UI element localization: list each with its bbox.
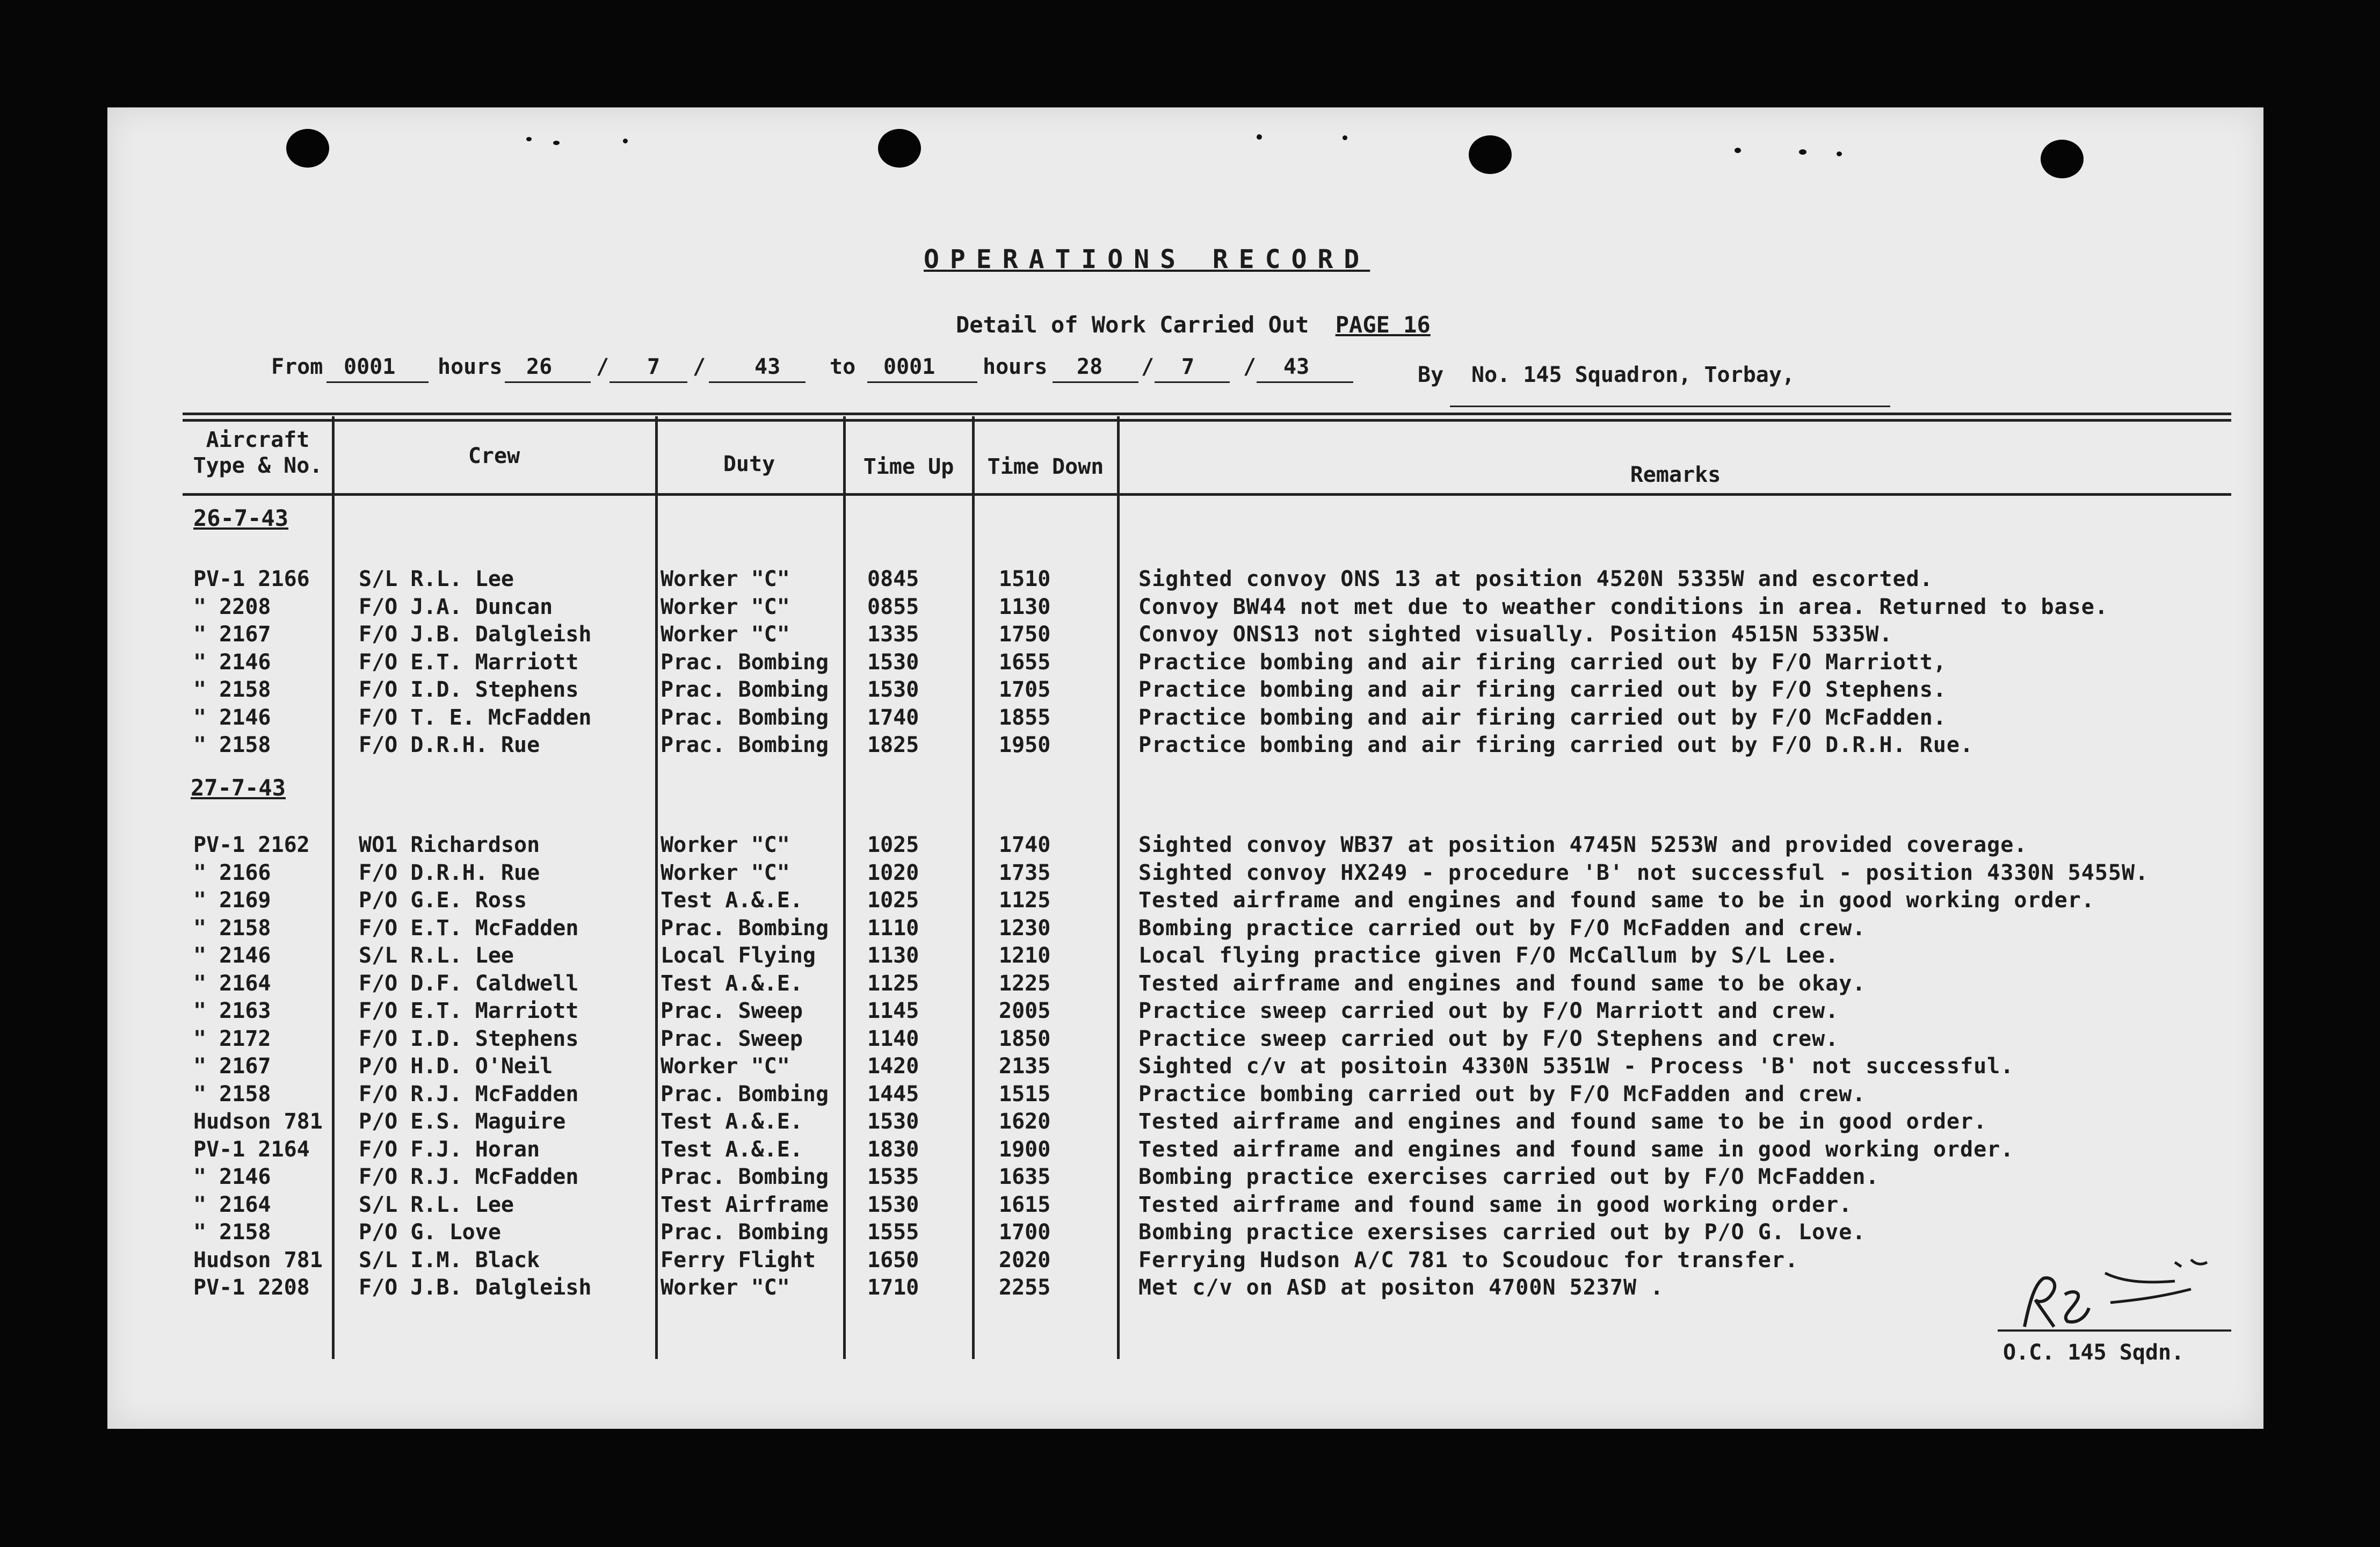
crew-cell: F/O I.D. Stephens bbox=[359, 1026, 579, 1051]
time-up-cell: 1335 bbox=[867, 622, 919, 647]
from-year-underline bbox=[709, 381, 806, 383]
aircraft-cell: " 2169 bbox=[193, 888, 271, 913]
remarks-cell: Practice bombing and air firing carried out by F/O Marriott, bbox=[1138, 649, 1947, 675]
remarks-cell: Convoy BW44 not met due to weather conditions in area. Returned to base. bbox=[1138, 594, 2108, 619]
subtitle-text: Detail of Work Carried Out bbox=[956, 312, 1309, 338]
slash: / bbox=[693, 355, 706, 379]
time-up-cell: 1650 bbox=[867, 1247, 919, 1273]
remarks-cell: Tested airframe and engines and found same in good working order. bbox=[1138, 1137, 2014, 1162]
aircraft-cell: " 2158 bbox=[193, 677, 271, 702]
time-down-cell: 1850 bbox=[999, 1026, 1051, 1051]
duty-cell: Test A.&.E. bbox=[661, 1109, 803, 1134]
crew-cell: P/O H.D. O'Neil bbox=[359, 1054, 553, 1079]
duty-cell: Worker "C" bbox=[661, 1275, 790, 1300]
speck bbox=[553, 141, 560, 145]
aircraft-cell: PV-1 2162 bbox=[193, 833, 310, 857]
time-up-cell: 1145 bbox=[867, 999, 919, 1023]
crew-cell: F/O D.R.H. Rue bbox=[359, 733, 540, 757]
to-year: 43 bbox=[1283, 355, 1310, 379]
document-page bbox=[107, 107, 2263, 1429]
aircraft-cell: " 2164 bbox=[193, 971, 271, 996]
duty-cell: Test A.&.E. bbox=[661, 1137, 803, 1162]
crew-cell: F/O E.T. McFadden bbox=[359, 915, 579, 941]
punch-hole bbox=[1469, 135, 1512, 174]
time-down-cell: 1855 bbox=[999, 705, 1051, 730]
time-up-cell: 1530 bbox=[867, 1109, 919, 1134]
crew-cell: F/O I.D. Stephens bbox=[359, 677, 579, 702]
time-up-cell: 1445 bbox=[867, 1081, 919, 1107]
time-up-cell: 1555 bbox=[867, 1220, 919, 1245]
to-month-underline bbox=[1155, 381, 1230, 383]
table-top-rule bbox=[183, 419, 2231, 422]
time-down-cell: 1620 bbox=[999, 1109, 1051, 1134]
aircraft-cell: " 2166 bbox=[193, 860, 271, 885]
remarks-cell: Practice sweep carried out by F/O Stephens and crew. bbox=[1138, 1026, 1839, 1051]
remarks-cell: Tested airframe and engines and found same to be in good working order. bbox=[1138, 888, 2095, 913]
aircraft-cell: " 2146 bbox=[193, 943, 271, 968]
crew-cell: F/O T. E. McFadden bbox=[359, 705, 592, 730]
duty-cell: Worker "C" bbox=[661, 860, 790, 885]
crew-cell: F/O D.F. Caldwell bbox=[359, 971, 579, 996]
speck bbox=[623, 139, 628, 143]
time-up-cell: 1530 bbox=[867, 677, 919, 702]
aircraft-cell: " 2172 bbox=[193, 1026, 271, 1051]
from-time: 0001 bbox=[344, 355, 396, 379]
document-subtitle bbox=[956, 312, 1431, 338]
column-divider bbox=[1117, 416, 1120, 1359]
signature-label: O.C. 145 Sqdn. bbox=[2003, 1340, 2185, 1365]
punch-hole bbox=[878, 129, 921, 168]
time-down-cell: 1705 bbox=[999, 677, 1051, 702]
crew-cell: S/L R.L. Lee bbox=[359, 567, 514, 591]
duty-cell: Prac. Bombing bbox=[661, 677, 829, 702]
speck bbox=[1343, 135, 1347, 140]
duty-cell: Prac. Bombing bbox=[661, 915, 829, 941]
time-down-cell: 1655 bbox=[999, 649, 1051, 675]
column-divider bbox=[972, 416, 975, 1359]
to-day: 28 bbox=[1077, 355, 1103, 379]
header-remarks: Remarks bbox=[1630, 462, 1721, 487]
aircraft-cell: Hudson 781 bbox=[193, 1109, 323, 1134]
time-up-cell: 1530 bbox=[867, 649, 919, 675]
time-down-cell: 1225 bbox=[999, 971, 1051, 996]
duty-cell: Worker "C" bbox=[661, 833, 790, 857]
unit-underline bbox=[1450, 406, 1890, 407]
duty-cell: Ferry Flight bbox=[661, 1247, 816, 1273]
crew-cell: F/O D.R.H. Rue bbox=[359, 860, 540, 885]
header-duty: Duty bbox=[723, 452, 775, 476]
header-crew: Crew bbox=[468, 444, 520, 468]
remarks-cell: Sighted c/v at positoin 4330N 5351W - Process 'B' not successful. bbox=[1138, 1054, 2014, 1079]
speck bbox=[1799, 149, 1806, 155]
to-time: 0001 bbox=[883, 355, 935, 379]
slash: / bbox=[596, 355, 609, 379]
time-up-cell: 0845 bbox=[867, 567, 919, 591]
crew-cell: F/O E.T. Marriott bbox=[359, 649, 579, 675]
section-date: 26-7-43 bbox=[193, 505, 289, 531]
hours-label: hours bbox=[983, 355, 1048, 379]
aircraft-cell: PV-1 2164 bbox=[193, 1137, 310, 1162]
remarks-cell: Practice bombing carried out by F/O McFadden and crew. bbox=[1138, 1081, 1866, 1107]
to-label: to bbox=[830, 355, 856, 379]
from-time-underline bbox=[326, 381, 429, 383]
aircraft-cell: " 2167 bbox=[193, 622, 271, 647]
time-down-cell: 1700 bbox=[999, 1220, 1051, 1245]
time-down-cell: 1210 bbox=[999, 943, 1051, 968]
aircraft-cell: " 2167 bbox=[193, 1054, 271, 1079]
to-day-underline bbox=[1053, 381, 1138, 383]
duty-cell: Prac. Sweep bbox=[661, 999, 803, 1023]
from-label: From bbox=[271, 355, 323, 379]
time-up-cell: 1535 bbox=[867, 1165, 919, 1189]
aircraft-cell: Hudson 781 bbox=[193, 1247, 323, 1273]
aircraft-cell: " 2158 bbox=[193, 733, 271, 757]
column-divider bbox=[843, 416, 846, 1359]
aircraft-cell: " 2158 bbox=[193, 1220, 271, 1245]
signature-rule bbox=[1998, 1329, 2231, 1332]
duty-cell: Prac. Bombing bbox=[661, 1165, 829, 1189]
remarks-cell: Practice bombing and air firing carried out by F/O Stephens. bbox=[1138, 677, 1947, 702]
unit-name: No. 145 Squadron, Torbay, bbox=[1471, 363, 1795, 387]
time-down-cell: 1515 bbox=[999, 1081, 1051, 1107]
time-up-cell: 1710 bbox=[867, 1275, 919, 1300]
crew-cell: WO1 Richardson bbox=[359, 833, 540, 857]
duty-cell: Worker "C" bbox=[661, 567, 790, 591]
remarks-cell: Sighted convoy WB37 at position 4745N 5253W and provided coverage. bbox=[1138, 833, 2028, 857]
remarks-cell: Convoy ONS13 not sighted visually. Position 4515N 5335W. bbox=[1138, 622, 1893, 647]
duty-cell: Prac. Bombing bbox=[661, 649, 829, 675]
crew-cell: P/O G. Love bbox=[359, 1220, 501, 1245]
time-up-cell: 1020 bbox=[867, 860, 919, 885]
aircraft-cell: " 2158 bbox=[193, 1081, 271, 1107]
table-top-rule bbox=[183, 413, 2231, 415]
speck bbox=[1257, 134, 1262, 140]
crew-cell: F/O F.J. Horan bbox=[359, 1137, 540, 1162]
from-year: 43 bbox=[754, 355, 781, 379]
time-up-cell: 1140 bbox=[867, 1026, 919, 1051]
remarks-cell: Practice bombing and air firing carried out by F/O McFadden. bbox=[1138, 705, 1947, 730]
time-up-cell: 1025 bbox=[867, 833, 919, 857]
remarks-cell: Bombing practice exercises carried out by F/O McFadden. bbox=[1138, 1165, 1880, 1189]
punch-hole bbox=[286, 129, 329, 168]
page-title: OPERATIONS RECORD bbox=[924, 244, 1370, 274]
duty-cell: Worker "C" bbox=[661, 594, 790, 619]
aircraft-cell: " 2146 bbox=[193, 1165, 271, 1189]
slash: / bbox=[1243, 355, 1257, 379]
time-up-cell: 1740 bbox=[867, 705, 919, 730]
crew-cell: F/O R.J. McFadden bbox=[359, 1165, 579, 1189]
header-aircraft: Aircraft Type & No. bbox=[193, 428, 323, 478]
time-up-cell: 1830 bbox=[867, 1137, 919, 1162]
time-down-cell: 2255 bbox=[999, 1275, 1051, 1300]
remarks-cell: Sighted convoy ONS 13 at position 4520N 5335W and escorted. bbox=[1138, 567, 1933, 591]
aircraft-cell: " 2164 bbox=[193, 1192, 271, 1217]
to-time-underline bbox=[867, 381, 977, 383]
time-down-cell: 1635 bbox=[999, 1165, 1051, 1189]
duty-cell: Test A.&.E. bbox=[661, 971, 803, 996]
time-up-cell: 1420 bbox=[867, 1054, 919, 1079]
crew-cell: S/L I.M. Black bbox=[359, 1247, 540, 1273]
to-year-underline bbox=[1257, 381, 1353, 383]
time-down-cell: 1950 bbox=[999, 733, 1051, 757]
column-divider bbox=[655, 416, 658, 1359]
from-day-underline bbox=[505, 381, 591, 383]
aircraft-cell: " 2163 bbox=[193, 999, 271, 1023]
time-down-cell: 1735 bbox=[999, 860, 1051, 885]
time-down-cell: 1740 bbox=[999, 833, 1051, 857]
time-down-cell: 2005 bbox=[999, 999, 1051, 1023]
time-up-cell: 1125 bbox=[867, 971, 919, 996]
aircraft-cell: PV-1 2208 bbox=[193, 1275, 310, 1300]
hours-label: hours bbox=[438, 355, 503, 379]
to-month: 7 bbox=[1181, 355, 1195, 379]
header-bottom-rule bbox=[183, 493, 2231, 496]
duty-cell: Prac. Bombing bbox=[661, 1220, 829, 1245]
crew-cell: P/O G.E. Ross bbox=[359, 888, 527, 913]
time-up-cell: 1825 bbox=[867, 733, 919, 757]
speck bbox=[526, 137, 532, 141]
remarks-cell: Practice bombing and air firing carried out by F/O D.R.H. Rue. bbox=[1138, 733, 1974, 757]
time-up-cell: 1025 bbox=[867, 888, 919, 913]
crew-cell: S/L R.L. Lee bbox=[359, 943, 514, 968]
remarks-cell: Bombing practice carried out by F/O McFadden and crew. bbox=[1138, 915, 1866, 941]
crew-cell: P/O E.S. Maguire bbox=[359, 1109, 566, 1134]
time-down-cell: 1900 bbox=[999, 1137, 1051, 1162]
remarks-cell: Tested airframe and engines and found same to be in good order. bbox=[1138, 1109, 1987, 1134]
remarks-cell: Practice sweep carried out by F/O Marriott and crew. bbox=[1138, 999, 1839, 1023]
remarks-cell: Bombing practice exersises carried out by P/O G. Love. bbox=[1138, 1220, 1866, 1245]
aircraft-cell: " 2158 bbox=[193, 915, 271, 941]
remarks-cell: Local flying practice given F/O McCallum by S/L Lee. bbox=[1138, 943, 1839, 968]
duty-cell: Prac. Sweep bbox=[661, 1026, 803, 1051]
time-down-cell: 2135 bbox=[999, 1054, 1051, 1079]
duty-cell: Prac. Bombing bbox=[661, 733, 829, 757]
time-up-cell: 1110 bbox=[867, 915, 919, 941]
crew-cell: F/O R.J. McFadden bbox=[359, 1081, 579, 1107]
duty-cell: Test A.&.E. bbox=[661, 888, 803, 913]
column-divider bbox=[332, 416, 335, 1359]
time-down-cell: 1130 bbox=[999, 594, 1051, 619]
from-month-underline bbox=[609, 381, 687, 383]
duty-cell: Prac. Bombing bbox=[661, 1081, 829, 1107]
aircraft-cell: " 2146 bbox=[193, 705, 271, 730]
time-down-cell: 1615 bbox=[999, 1192, 1051, 1217]
by-label: By bbox=[1418, 363, 1444, 387]
remarks-cell: Ferrying Hudson A/C 781 to Scoudouc for transfer. bbox=[1138, 1247, 1799, 1273]
aircraft-cell: " 2146 bbox=[193, 649, 271, 675]
time-up-cell: 1530 bbox=[867, 1192, 919, 1217]
remarks-cell: Tested airframe and found same in good working order. bbox=[1138, 1192, 1853, 1217]
duty-cell: Worker "C" bbox=[661, 622, 790, 647]
crew-cell: F/O J.B. Dalgleish bbox=[359, 1275, 592, 1300]
time-up-cell: 1130 bbox=[867, 943, 919, 968]
punch-hole bbox=[2041, 140, 2084, 178]
crew-cell: F/O J.A. Duncan bbox=[359, 594, 553, 619]
time-up-cell: 0855 bbox=[867, 594, 919, 619]
remarks-cell: Met c/v on ASD at positon 4700N 5237W . bbox=[1138, 1275, 1664, 1300]
duty-cell: Local Flying bbox=[661, 943, 816, 968]
crew-cell: F/O J.B. Dalgleish bbox=[359, 622, 592, 647]
time-down-cell: 2020 bbox=[999, 1247, 1051, 1273]
aircraft-cell: PV-1 2166 bbox=[193, 567, 310, 591]
slash: / bbox=[1141, 355, 1155, 379]
aircraft-cell: " 2208 bbox=[193, 594, 271, 619]
duty-cell: Prac. Bombing bbox=[661, 705, 829, 730]
speck bbox=[1735, 148, 1741, 153]
section-date: 27-7-43 bbox=[191, 775, 286, 801]
header-time-up: Time Up bbox=[863, 454, 954, 479]
from-month: 7 bbox=[647, 355, 661, 379]
duty-cell: Test Airframe bbox=[661, 1192, 829, 1217]
time-down-cell: 1125 bbox=[999, 888, 1051, 913]
crew-cell: S/L R.L. Lee bbox=[359, 1192, 514, 1217]
remarks-cell: Sighted convoy HX249 - procedure 'B' not successful - position 4330N 5455W. bbox=[1138, 860, 2149, 885]
page-number: PAGE 16 bbox=[1335, 312, 1431, 338]
time-down-cell: 1230 bbox=[999, 915, 1051, 941]
header-time-down: Time Down bbox=[987, 454, 1104, 479]
duty-cell: Worker "C" bbox=[661, 1054, 790, 1079]
crew-cell: F/O E.T. Marriott bbox=[359, 999, 579, 1023]
time-down-cell: 1510 bbox=[999, 567, 1051, 591]
from-day: 26 bbox=[526, 355, 553, 379]
remarks-cell: Tested airframe and engines and found same to be okay. bbox=[1138, 971, 1866, 996]
time-down-cell: 1750 bbox=[999, 622, 1051, 647]
speck bbox=[1837, 151, 1842, 156]
